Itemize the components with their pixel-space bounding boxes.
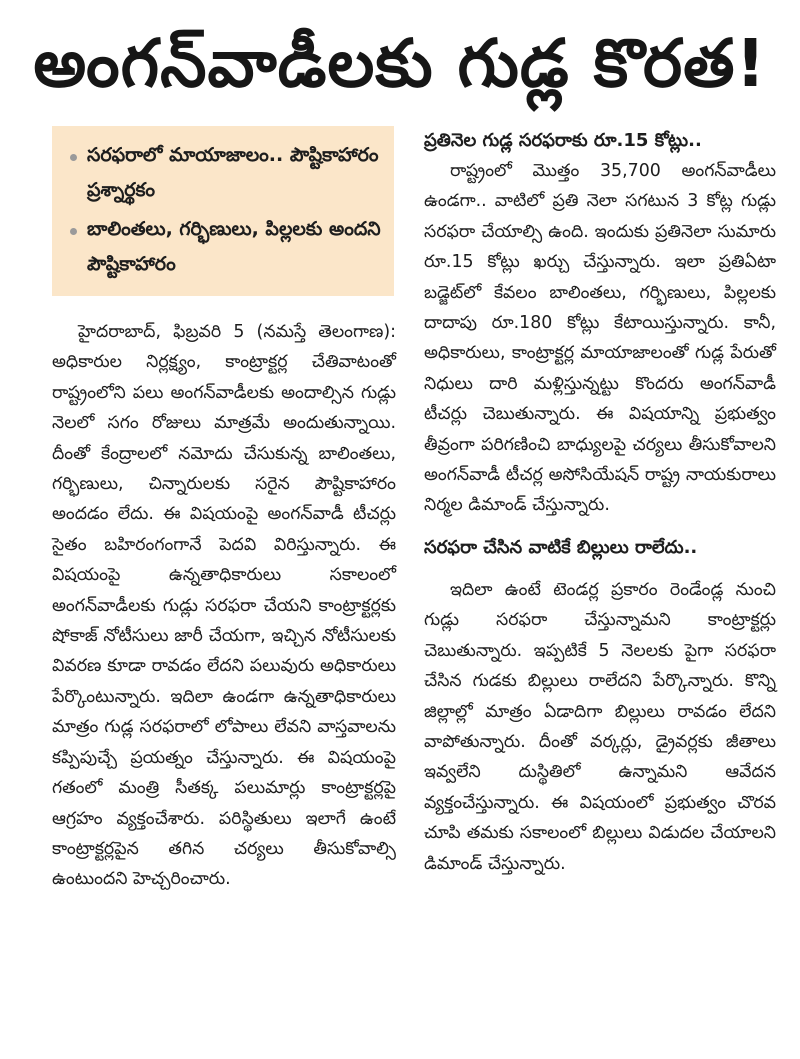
highlight-text: బాలింతలు, గర్భిణులు, పిల్లలకు అందని పౌష్టికాహారం bbox=[87, 218, 381, 275]
right-column bbox=[424, 126, 776, 879]
highlight-text: సరఫరాలో మాయాజాలం.. పౌష్టికాహారం ప్రశ్నార్థకం bbox=[87, 144, 379, 201]
highlights-box bbox=[52, 126, 394, 296]
subheading-2: సరఫరా చేసిన వాటికే బిల్లులు రాలేదు.. bbox=[424, 536, 698, 558]
left-paragraph: హైదరాబాద్, ఫిబ్రవరి 5 (నమస్తే తెలంగాణ): అధికారుల నిర్లక్ష్యం, కాంట్రాక్టర్ల చేతివాటంతో రాష్ట్రంలోని పలు అంగన్‌వాడీలకు అందాల్సిన గుడ్లు నెలలో సగం రోజులు మాత్రమే అందుతున్నాయి. దీంతో కేంద్రాలలో నమోదు చేసుకున్న బాలింతలు, గర్భిణులు, చిన్నారులకు సరైన పౌష్టికాహారం అందడం లేదు. ఈ విషయంపై అంగన్‌వాడీ టీచర్లు సైతం బహిరంగంగానే పెదవి విరిస్తున్నారు. ఈ విషయంపై ఉన్నతాధికారులు సకాలంలో అంగన్‌వాడీలకు గుడ్లు సరఫరా చేయని కాంట్రాక్టర్లకు షోకాజ్ నోటీసులు జారీ చేయగా, ఇచ్చిన నోటీసులకు వివరణ కూడా రావడం లేదని పలువురు అధికారులు పేర్కొంటున్నారు. ఇదిలా ఉండగా ఉన్నతాధికారులు మాత్రం గుడ్ల సరఫరాలో లోపాలు లేవని వాస్తవాలను కప్పిపుచ్చే ప్రయత్నం చేస్తున్నారు. ఈ విషయంపై గతంలో మంత్రి సీతక్క పలుమార్లు కాంట్రాక్టర్లపై ఆగ్రహం వ్యక్తంచేశారు. పరిస్థితులు ఇలాగే ఉంటే కాంట్రాక్టర్లపైన తగిన చర్యలు తీసుకోవాల్సి ఉంటుందని హెచ్చరించారు. bbox=[52, 322, 396, 890]
highlight-item bbox=[70, 138, 386, 208]
bullet-icon bbox=[70, 154, 77, 161]
right-paragraph-1: రాష్ట్రంలో మొత్తం 35,700 అంగన్‌వాడీలు ఉండగా.. వాటిలో ప్రతి నెలా సగటున 3 కోట్ల గుడ్లు సరఫరా చేయాల్సి ఉంది. ఇందుకు ప్రతినెలా సుమారు రూ.15 కోట్లు ఖర్చు చేస్తున్నారు. ఇలా ప్రతిఏటా బడ్జెట్‌లో కేవలం బాలింతలు, గర్భిణులు, పిల్లలకు దాదాపు రూ.180 కోట్లు కేటాయిస్తున్నారు. కానీ, అధికారులు, కాంట్రాక్టర్ల మాయాజాలంతో గుడ్ల పేరుతో నిధులు దారి మళ్లిస్తున్నట్టు కొందరు అంగన్‌వాడీ టీచర్లు చెబుతున్నారు. ఈ విషయాన్ని ప్రభుత్వం తీవ్రంగా పరిగణించి బాధ్యులపై చర్యలు తీసుకోవాలని అంగన్‌వాడీ టీచర్ల అసోసియేషన్ రాష్ట్ర నాయకురాలు నిర్మల డిమాండ్ చేస్తున్నారు. bbox=[424, 161, 776, 516]
bullet-icon bbox=[70, 228, 77, 235]
right-paragraph-2: ఇదిలా ఉంటే టెండర్ల ప్రకారం రెండేండ్ల నుంచి గుడ్లు సరఫరా చేస్తున్నామని కాంట్రాక్టర్లు చెబుతున్నారు. ఇప్పటికే 5 నెలలకు పైగా సరఫరా చేసిన గుడకు బిల్లులు రాలేదని పేర్కొన్నారు. కొన్ని జిల్లాల్లో మాత్రం ఏడాదిగా బిల్లులు రావడం లేదని వాపోతున్నారు. దీంతో వర్కర్లు, డ్రైవర్లకు జీతాలు ఇవ్వలేని దుస్థితిలో ఉన్నామని ఆవేదన వ్యక్తంచేస్తున్నారు. ఈ విషయంలో ప్రభుత్వం చొరవ చూపి తమకు సకాలంలో బిల్లులు విడుదల చేయాలని డిమాండ్ చేస్తున్నారు. bbox=[424, 579, 776, 874]
left-column bbox=[52, 317, 396, 895]
subheading-1: ప్రతినెల గుడ్ల సరఫరాకు రూ.15 కోట్లు.. bbox=[424, 130, 702, 151]
highlight-item bbox=[70, 212, 386, 282]
headline: అంగన్‌వాడీలకు గుడ్ల కొరత! bbox=[33, 25, 767, 102]
